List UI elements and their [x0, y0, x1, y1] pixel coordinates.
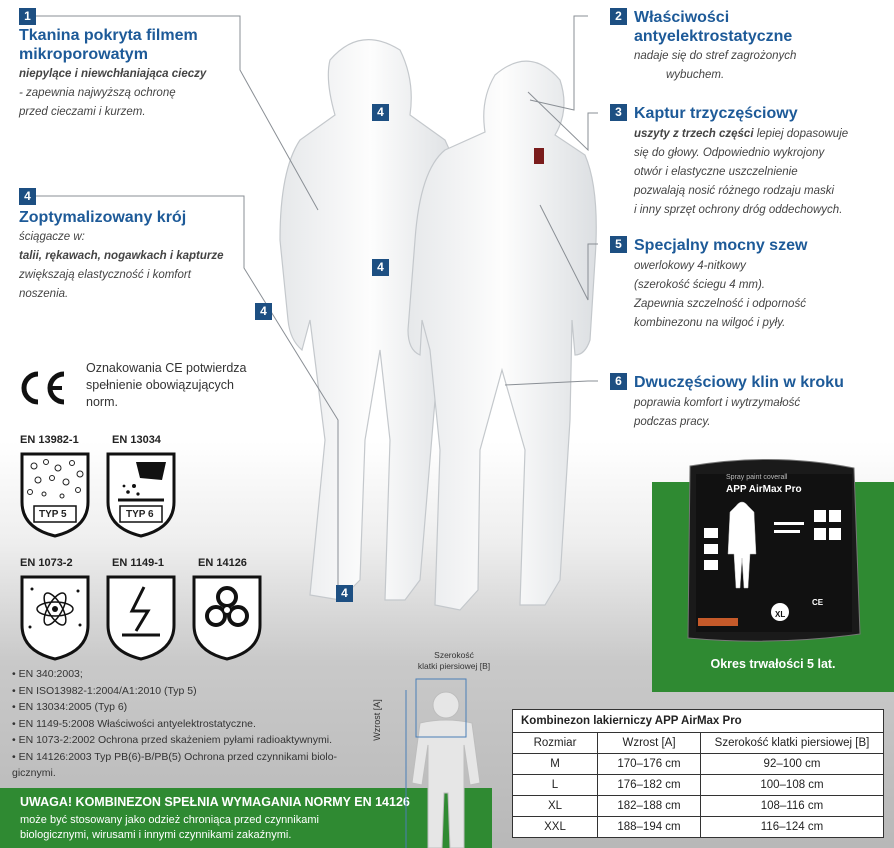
- table-row: XXL 188–194 cm 116–124 cm: [513, 817, 884, 838]
- feature-3-title: Kaptur trzyczęściowy: [634, 105, 798, 122]
- shield-label-en14126: EN 14126: [198, 557, 247, 569]
- table-row: M 170–176 cm 92–100 cm: [513, 754, 884, 775]
- norms-list: [12, 666, 392, 782]
- column-header: Wzrost [A]: [598, 733, 701, 754]
- feature-4-title: Zoptymalizowany krój: [19, 209, 187, 226]
- chest-width-label: Szerokość klatki piersiowej [B]: [417, 650, 491, 671]
- figure-badge-4-waist: 4: [372, 259, 389, 276]
- feature-1-title: Tkanina pokryta filmem mikroporowatym: [19, 27, 198, 63]
- shelf-life-caption: Okres trwałości 5 lat.: [710, 657, 836, 671]
- size-table-title: Kombinezon lakierniczy APP AirMax Pro: [513, 710, 884, 733]
- package-size: XL: [775, 610, 786, 619]
- norm-item: • EN ISO13982-1:2004/A1:2010 (Typ 5): [12, 684, 197, 697]
- table-row: XL 182–188 cm 108–116 cm: [513, 796, 884, 817]
- norm-item: • EN 1149-5:2008 Właściwości antyelektrostatyczne.: [12, 717, 256, 730]
- figure-badge-4-sleeve: 4: [255, 303, 272, 320]
- height-label: Wzrost [A]: [372, 699, 382, 741]
- norm-item: • EN 340:2003;: [12, 668, 83, 680]
- shield-sub-typ5: TYP 5: [39, 509, 67, 520]
- package-panel: [652, 474, 894, 692]
- shield-label-en1073: EN 1073-2: [20, 557, 73, 569]
- leader-line-3: [528, 92, 598, 150]
- feature-3-badge: 3: [610, 104, 627, 121]
- package-brand: APP AirMax Pro: [726, 484, 802, 495]
- liquid-spray-icon: [104, 450, 178, 540]
- package-small-text: Spray paint coverall: [726, 474, 788, 481]
- norm-item: • EN 13034:2005 (Typ 6): [12, 701, 128, 713]
- leader-line-2: [530, 16, 588, 110]
- body-measurement-icon: [398, 675, 488, 848]
- column-header: Rozmiar: [513, 733, 598, 754]
- column-header: Szerokość klatki piersiowej [B]: [701, 733, 884, 754]
- shield-label-en13034: EN 13034: [112, 434, 161, 446]
- table-caption-row: [513, 710, 884, 733]
- feature-1-desc: niepylące i niewchłaniająca cieczy - zapewnia najwyższą ochronę przed cieczami i kurzem.: [19, 68, 207, 118]
- norm-item: • EN 14126:2003 Typ PB(6)-B/PB(5) Ochrona przed czynnikami biolo-: [12, 750, 338, 763]
- warning-text: może być stosowany jako odzież chroniąca przed czynnikami biologicznymi, wirusami i innymi czynnikami zakaźnymi.: [20, 814, 319, 841]
- feature-1-badge: 1: [19, 8, 36, 25]
- feature-3-desc: uszyty z trzech części lepiej dopasowuje się do głowy. Odpowiednio wykrojony otwór i elastyczne uszczelnienie pozwalają nosić różnego rodzaju maski i inny sprzęt ochrony dróg oddechowych.: [634, 128, 849, 216]
- feature-4-badge: 4: [19, 188, 36, 205]
- size-table: [512, 709, 884, 838]
- feature-6-title: Dwuczęściowy klin w kroku: [634, 374, 844, 391]
- leader-line-6: [505, 381, 598, 385]
- shield-label-en1149: EN 1149-1: [112, 557, 164, 569]
- feature-5-desc: owerlokowy 4-nitkowy (szerokość ściegu 4 mm). Zapewnia szczelność i odporność kombinezonu na wilgoć i pyły.: [634, 260, 806, 329]
- feature-5-title: Specjalny mocny szew: [634, 237, 808, 254]
- antistatic-icon: [104, 573, 178, 663]
- feature-2-badge: 2: [610, 8, 627, 25]
- norm-item: gicznymi.: [12, 767, 56, 779]
- feature-2-desc: nadaje się do stref zagrożonych wybuchem.: [634, 50, 797, 81]
- figure-badge-4-hood: 4: [372, 104, 389, 121]
- norm-item: • EN 1073-2:2002 Ochrona przed skażeniem pyłami radioaktywnymi.: [12, 734, 332, 746]
- radioactive-particles-icon: [18, 573, 92, 663]
- ce-mark-icon: [18, 368, 70, 408]
- warning-title: UWAGA! KOMBINEZON SPEŁNIA WYMAGANIA NORMY EN 14126: [20, 795, 410, 809]
- feature-5-badge: 5: [610, 236, 627, 253]
- figure-badge-4-leg: 4: [336, 585, 353, 602]
- shield-label-en13982: EN 13982-1: [20, 434, 79, 446]
- feature-4-desc: ściągacze w: talii, rękawach, nogawkach i kapturze zwiększają elastyczność i komfort noszenia.: [19, 231, 224, 300]
- package-ce-mark: CE: [812, 598, 824, 607]
- feature-6-badge: 6: [610, 373, 627, 390]
- particles-icon: [18, 450, 92, 540]
- feature-2-title: Właściwości antyelektrostatyczne: [634, 9, 793, 45]
- feature-6-desc: poprawia komfort i wytrzymałość podczas pracy.: [634, 397, 801, 428]
- table-row: L 176–182 cm 100–108 cm: [513, 775, 884, 796]
- biohazard-icon: [190, 573, 264, 663]
- table-header-row: [513, 733, 884, 754]
- shield-sub-typ6: TYP 6: [126, 509, 154, 520]
- leader-line-5: [540, 205, 598, 300]
- ce-description: Oznakowania CE potwierdza spełnienie obowiązujących norm.: [86, 361, 247, 409]
